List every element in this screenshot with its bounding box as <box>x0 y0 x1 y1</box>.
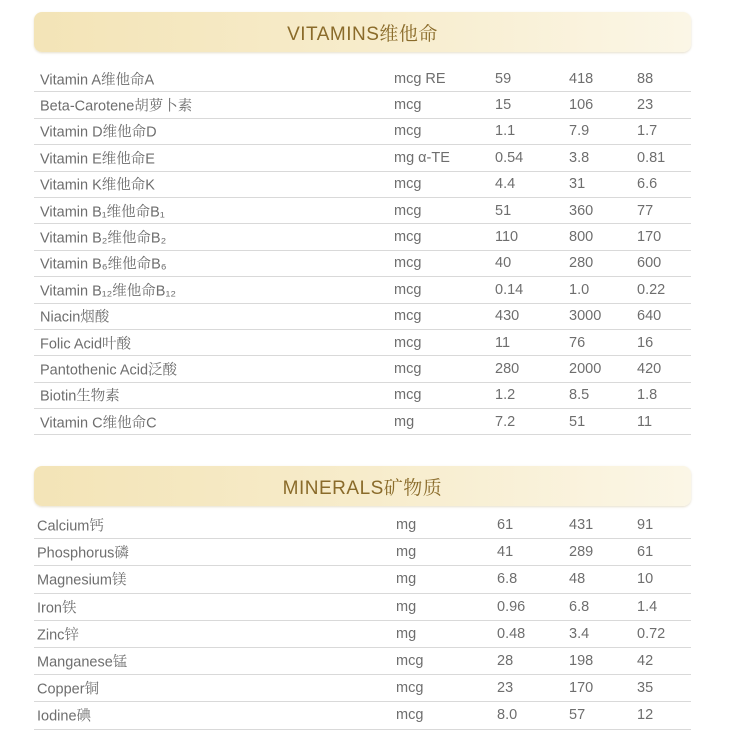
vitamins-row <box>34 224 691 250</box>
nutrient-name: Copper铜 <box>37 681 100 698</box>
unit: mcg <box>394 281 422 298</box>
value-3: 640 <box>637 308 662 325</box>
minerals-header-banner <box>34 466 691 506</box>
nutrient-name: Niacin烟酸 <box>40 309 110 326</box>
unit: mcg <box>394 123 422 140</box>
vitamins-row <box>34 330 691 356</box>
value-1: 0.14 <box>495 281 524 298</box>
value-1: 0.54 <box>495 149 524 166</box>
value-2: 3.4 <box>569 625 590 642</box>
nutrient-name: Folic Acid叶酸 <box>40 336 132 353</box>
vitamins-row <box>34 277 691 303</box>
value-3: 0.72 <box>637 625 666 642</box>
value-3: 16 <box>637 334 654 351</box>
value-1: 430 <box>495 308 520 325</box>
minerals-title: MINERALS矿物质 <box>282 477 443 499</box>
unit: mcg <box>394 202 422 219</box>
minerals-row <box>34 539 691 566</box>
nutrient-name: Beta-Carotene胡萝卜素 <box>40 98 193 115</box>
value-3: 1.7 <box>637 123 658 140</box>
value-3: 77 <box>637 202 654 219</box>
minerals-row <box>34 621 691 648</box>
value-2: 198 <box>569 653 594 670</box>
value-2: 431 <box>569 517 594 534</box>
value-2: 360 <box>569 202 594 219</box>
value-2: 7.9 <box>569 123 590 140</box>
value-1: 11 <box>495 334 511 351</box>
nutrient-name: Biotin生物素 <box>40 388 120 405</box>
value-2: 106 <box>569 97 594 114</box>
value-2: 800 <box>569 229 594 246</box>
value-2: 289 <box>569 544 594 561</box>
value-1: 6.8 <box>497 571 518 588</box>
nutrient-name: Phosphorus磷 <box>37 545 129 562</box>
value-1: 40 <box>495 255 512 272</box>
minerals-row <box>34 675 691 702</box>
vitamins-row <box>34 172 691 198</box>
value-2: 6.8 <box>569 598 590 615</box>
nutrient-name: Vitamin K维他命K <box>40 177 155 194</box>
nutrient-name: Vitamin E维他命E <box>40 151 155 168</box>
value-2: 57 <box>569 707 586 724</box>
nutrient-name: Iodine碘 <box>37 708 92 725</box>
value-2: 51 <box>569 413 586 430</box>
minerals-table <box>34 512 691 730</box>
nutrient-name: Vitamin B₁₂维他命B₁₂ <box>40 283 177 300</box>
nutrient-name: Vitamin D维他命D <box>40 124 157 141</box>
unit: mcg <box>394 97 422 114</box>
value-1: 8.0 <box>497 707 518 724</box>
nutrient-name: Vitamin B₆维他命B₆ <box>40 256 167 273</box>
value-2: 8.5 <box>569 387 590 404</box>
value-3: 88 <box>637 70 654 87</box>
nutrient-name: Calcium钙 <box>37 518 104 535</box>
vitamins-table <box>34 66 691 435</box>
value-3: 0.22 <box>637 281 666 298</box>
unit: mcg <box>394 387 422 404</box>
value-3: 23 <box>637 97 654 114</box>
vitamins-header-banner <box>34 12 691 52</box>
unit: mcg <box>394 308 422 325</box>
unit: mcg <box>394 334 422 351</box>
vitamins-row <box>34 66 691 92</box>
nutrient-name: Magnesium镁 <box>37 572 127 589</box>
unit: mg <box>394 413 415 430</box>
value-1: 4.4 <box>495 176 516 193</box>
value-3: 42 <box>637 653 654 670</box>
value-3: 61 <box>637 544 654 561</box>
nutrient-name: Vitamin B₁维他命B₁ <box>40 204 165 221</box>
value-3: 35 <box>637 680 654 697</box>
unit: mcg <box>396 653 424 670</box>
unit: mcg <box>394 255 422 272</box>
value-2: 418 <box>569 70 594 87</box>
minerals-row <box>34 702 691 729</box>
minerals-row <box>34 566 691 593</box>
unit: mcg <box>394 176 422 193</box>
unit: mg <box>396 625 417 642</box>
minerals-row <box>34 648 691 675</box>
value-1: 41 <box>497 544 514 561</box>
value-3: 11 <box>637 413 653 430</box>
value-2: 280 <box>569 255 594 272</box>
nutrient-name: Vitamin B₂维他命B₂ <box>40 230 167 247</box>
minerals-row <box>34 594 691 621</box>
value-1: 1.1 <box>495 123 516 140</box>
nutrient-name: Manganese锰 <box>37 654 128 671</box>
nutrient-name: Iron铁 <box>37 600 77 617</box>
value-1: 0.48 <box>497 625 526 642</box>
value-2: 2000 <box>569 360 602 377</box>
value-3: 1.8 <box>637 387 658 404</box>
value-1: 7.2 <box>495 413 516 430</box>
value-2: 3000 <box>569 308 602 325</box>
value-2: 76 <box>569 334 586 351</box>
nutrient-name: Vitamin C维他命C <box>40 415 157 432</box>
vitamins-row <box>34 304 691 330</box>
vitamins-title: VITAMINS维他命 <box>287 23 438 45</box>
unit: mcg <box>394 360 422 377</box>
value-2: 48 <box>569 571 586 588</box>
unit: mg α-TE <box>394 149 450 166</box>
value-3: 91 <box>637 517 654 534</box>
unit: mcg <box>396 707 424 724</box>
vitamins-row <box>34 383 691 409</box>
nutrient-name: Pantothenic Acid泛酸 <box>40 362 178 379</box>
unit: mcg <box>396 680 424 697</box>
unit: mg <box>396 544 417 561</box>
value-2: 170 <box>569 680 594 697</box>
vitamins-row <box>34 119 691 145</box>
vitamins-row <box>34 92 691 118</box>
value-1: 15 <box>495 97 512 114</box>
value-3: 0.81 <box>637 149 666 166</box>
value-1: 280 <box>495 360 520 377</box>
value-1: 23 <box>497 680 514 697</box>
value-3: 600 <box>637 255 662 272</box>
value-1: 1.2 <box>495 387 516 404</box>
value-1: 61 <box>497 517 514 534</box>
value-2: 31 <box>569 176 586 193</box>
value-1: 59 <box>495 70 512 87</box>
vitamins-row <box>34 198 691 224</box>
value-1: 51 <box>495 202 512 219</box>
minerals-row <box>34 512 691 539</box>
vitamins-row <box>34 145 691 171</box>
value-3: 12 <box>637 707 654 724</box>
unit: mcg <box>394 229 422 246</box>
value-3: 420 <box>637 360 662 377</box>
value-1: 0.96 <box>497 598 526 615</box>
value-2: 1.0 <box>569 281 590 298</box>
value-2: 3.8 <box>569 149 590 166</box>
nutrient-name: Vitamin A维他命A <box>40 72 155 89</box>
value-3: 170 <box>637 229 662 246</box>
nutrient-name: Zinc锌 <box>37 627 79 644</box>
value-1: 110 <box>495 229 519 246</box>
vitamins-row <box>34 409 691 435</box>
unit: mg <box>396 517 417 534</box>
value-3: 1.4 <box>637 598 658 615</box>
value-3: 10 <box>637 571 654 588</box>
value-3: 6.6 <box>637 176 658 193</box>
vitamins-row <box>34 251 691 277</box>
unit: mg <box>396 571 417 588</box>
unit: mcg RE <box>394 70 446 87</box>
value-1: 28 <box>497 653 514 670</box>
unit: mg <box>396 598 417 615</box>
vitamins-row <box>34 356 691 382</box>
